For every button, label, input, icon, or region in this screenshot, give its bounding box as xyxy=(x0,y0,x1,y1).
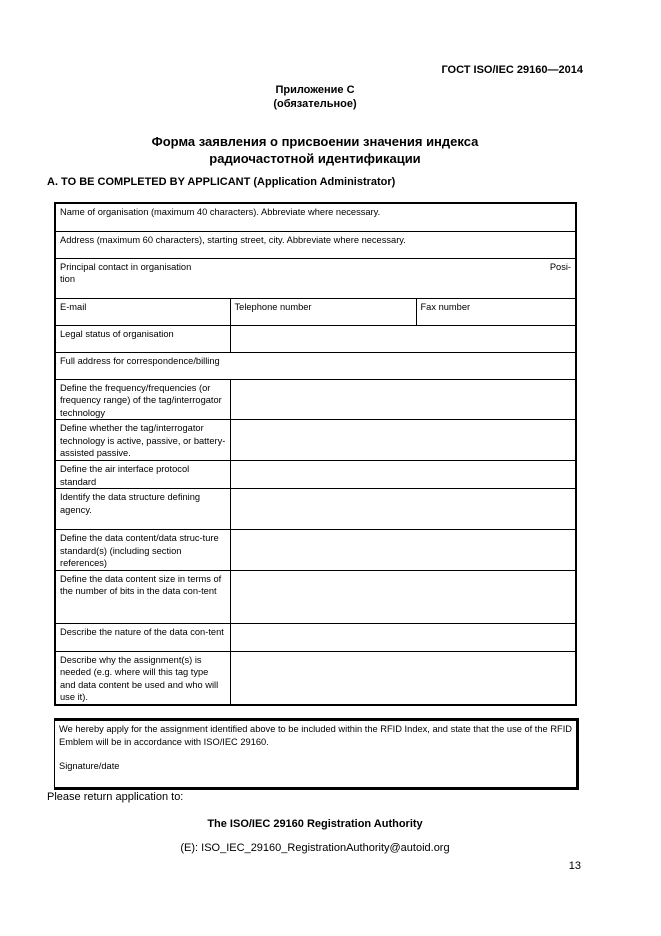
contact-field[interactable] xyxy=(55,258,576,298)
question-label: Describe the nature of the data con-tent xyxy=(55,623,230,651)
question-label: Describe why the assignment(s) is needed (e.g. where will this tag type and data content be used and who will use it). xyxy=(55,651,230,705)
application-form xyxy=(54,202,577,706)
telephone-field[interactable] xyxy=(230,298,416,325)
full-address-field[interactable] xyxy=(55,352,576,379)
answer-input[interactable] xyxy=(230,530,576,571)
telephone-label: Telephone number xyxy=(234,301,312,312)
org-name-field[interactable] xyxy=(55,203,576,231)
declaration-box xyxy=(54,718,579,790)
legal-status-input[interactable] xyxy=(230,325,576,352)
authority-email: (E): ISO_IEC_29160_RegistrationAuthority@autoid.org xyxy=(180,842,450,854)
return-instruction: Please return application to: xyxy=(47,791,184,803)
address-label: Address (maximum 60 characters), starting street, city. Abbreviate where necessary. xyxy=(60,234,406,245)
email-label: E-mail xyxy=(60,301,87,312)
standard-header: ГОСТ ISO/IEC 29160—2014 xyxy=(441,64,583,76)
question-label: Identify the data structure defining agency. xyxy=(55,489,230,530)
question-label: Define the frequency/frequencies (or frequency range) of the tag/interrogator technology xyxy=(55,379,230,420)
fax-field[interactable] xyxy=(416,298,576,325)
section-a-heading: A. TO BE COMPLETED BY APPLICANT (Application Administrator) xyxy=(47,176,396,188)
address-field[interactable] xyxy=(55,231,576,258)
email-field[interactable] xyxy=(55,298,230,325)
registration-authority: The ISO/IEC 29160 Registration Authority xyxy=(207,818,423,830)
answer-input[interactable] xyxy=(230,623,576,651)
org-name-label: Name of organisation (maximum 40 characters). Abbreviate where necessary. xyxy=(60,207,381,217)
page-number: 13 xyxy=(568,860,581,872)
answer-input[interactable] xyxy=(230,461,576,489)
answer-input[interactable] xyxy=(230,651,576,705)
answer-input[interactable] xyxy=(230,570,576,623)
question-label: Define the air interface protocol standard xyxy=(55,461,230,489)
answer-input[interactable] xyxy=(230,489,576,530)
annex-status: (обязательное) xyxy=(273,98,357,110)
annex-title: Приложение C xyxy=(275,84,355,96)
form-title-line2: радиочастотной идентификации xyxy=(209,151,421,166)
position-label-a: Posi- xyxy=(549,261,572,272)
contact-label: Principal contact in organisation xyxy=(60,261,192,272)
question-label: Define the data content size in terms of the number of bits in the data con-tent xyxy=(55,570,230,623)
question-label: Define the data content/data struc-ture standard(s) (including section references) xyxy=(55,530,230,571)
question-label: Define whether the tag/interrogator technology is active, passive, or battery-assisted passive. xyxy=(55,420,230,461)
position-label-b: tion xyxy=(60,274,75,284)
signature-label: Signature/date xyxy=(59,761,120,771)
fax-label: Fax number xyxy=(420,301,471,312)
answer-input[interactable] xyxy=(230,379,576,420)
signature-field[interactable] xyxy=(59,760,572,773)
full-address-label: Full address for correspondence/billing xyxy=(60,355,220,366)
legal-status-label: Legal status of organisation xyxy=(55,325,230,352)
answer-input[interactable] xyxy=(230,420,576,461)
annex-heading xyxy=(0,83,630,111)
form-title-line1: Форма заявления о присвоении значения индекса xyxy=(151,134,479,149)
declaration-text: We hereby apply for the assignment identified above to be included within the RFID Index, and state that the use of the RFID Emblem will be in accordance with ISO/IEC 29160. xyxy=(59,724,573,747)
form-title xyxy=(0,133,630,167)
